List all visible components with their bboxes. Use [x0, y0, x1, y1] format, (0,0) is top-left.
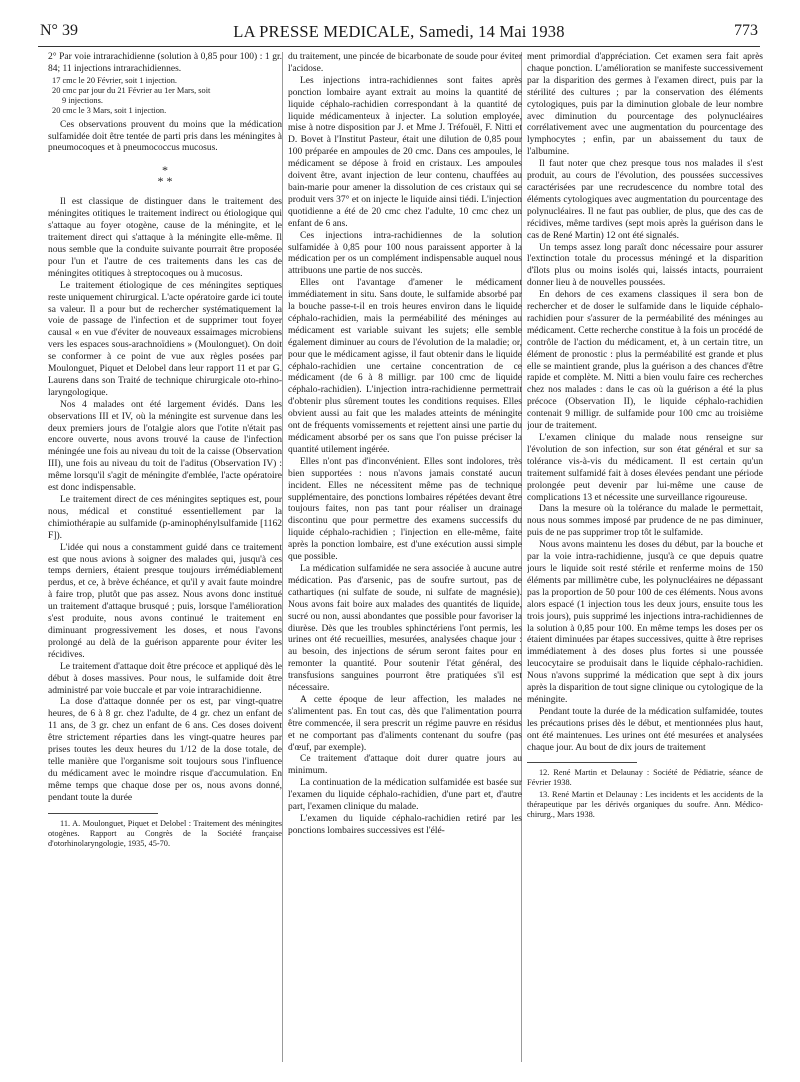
paragraph: Le traitement direct de ces méningites septiques est, pour nous, médical et constitué essentiellement par la chimiothérapie au sulfamide (p-aminophénylsulfamide [1162 F]).: [48, 495, 282, 541]
paragraph: Pendant toute la durée de la médication sulfamidée, toutes les précautions prises dès le début, et mentionnées plus haut, ont été maintenues. Les urines ont été mesurées et analysées chaque jour. Au bout de dix jours de traitement: [527, 706, 763, 753]
paragraph: Le traitement étiologique de ces méningites septiques reste uniquement chirurgical. L'acte opératoire garde ici toute sa valeur. Il a pour but de rechercher systématiquement la voie de passage de l'infection et de supprimer tout foyer causal « en vue d'éviter de nouveaux essaimages microbiens vers les espaces sous-arachnoïdiens » (Moulonguet). On doit se conformer à ce point de vue aux règles posées par Moulonguet, Piquet et Delobel dans leur rapport 11 et par G. Laurens dans son Traité de technique chirurgicale oto-rhino-laryngologique.: [48, 280, 282, 398]
paragraph: La dose d'attaque donnée per os est, par vingt-quatre heures, de 6 à 8 gr. chez l'adulte, de 4 gr. chez un enfant de 11 ans, de 3 gr. chez un enfant de 6 ans. Ces doses doivent être strictement réparties dans les vingt-quatre heures par prises toutes les deux heures du 1/12 de la dose totale, de telle manière que l'organisme soit toujours sous l'influence du médicament avec le moindre risque d'accumulation. En même temps que chaque dose per os, nous avons donné, pendant toute la durée: [48, 697, 282, 803]
footnote-rule: [527, 762, 637, 763]
paragraph: En dehors de ces examens classiques il sera bon de rechercher et de doser le sulfamide dans le liquide céphalo-rachidien pour s'assurer de la perméabilité des méninges au médicament. Cette recherche constitue à la fois un procédé de contrôle de l'action du médicament, et, à un certain titre, un élément de pronostic : plus la perméabilité est grande et plus elle se maintient grande, plus la guérison a des chances d'être rapide et complète. M. Nitti a bien voulu faire ces recherches chez nos malades : dans le cas où la guérison a été la plus précoce (Observation II), le liquide céphalo-rachidien contenait 9 milligr. de sulfamide pour 100 cmc au troisième jour de traitement.: [527, 290, 763, 432]
paragraph: L'examen clinique du malade nous renseigne sur l'évolution de son infection, sur son état général et sur sa tolérance vis-à-vis du médicament. Il est certain qu'un traitement sulfamidé fait à doses élevées pendant une période prolongée peut devenir par lui-même une cause de complications 13 et nécessite une surveillance rigoureuse.: [527, 433, 763, 503]
paragraph: Elles n'ont pas d'inconvénient. Elles sont indolores, très bien supportées : nous n'avons jamais constaté aucun incident. Elles ne nécessitent même pas de technique supplémentaire, des ponctions lombaires répétées devant être toujours faites, non pas tant pour réaliser un drainage discontinu que pour permettre des examens successifs du liquide céphalo-rachidien ; l'injection en elle-même, faite après la ponction lombaire, est d'une exécution aussi simple que possible.: [288, 456, 522, 563]
section-separator: * * *: [157, 163, 173, 189]
column-left: [48, 52, 282, 1062]
case-line: 20 cmc le 3 Mars, soit 1 injection.: [52, 106, 167, 116]
paragraph: A cette époque de leur affection, les malades ne s'alimentent pas. En tout cas, dès que l'alimentation pourra être commencée, il sera prescrit un régime pauvre en résidus et ne comportant pas d'aliments contenant du soufre (pas d'œuf, par exemple).: [288, 694, 522, 753]
case-line: 20 cmc par jour du 21 Février au 1er Mars, soit: [52, 86, 211, 96]
paragraph: 2° Par voie intrarachidienne (solution à 0,85 pour 100) : 1 gr. 84; 11 injections intrarachidiennes.: [48, 52, 282, 74]
paragraph: du traitement, une pincée de bicarbonate de soude pour éviter l'acidose.: [288, 52, 522, 74]
footnote: 13. René Martin et Delaunay : Les incidents et les accidents de la thérapeutique par les dérivés organiques du soufre. Ann. Médico-chirurg., Mars 1938.: [527, 790, 763, 820]
footnote-rule: [48, 813, 158, 814]
paragraph: ment primordial d'appréciation. Cet examen sera fait après chaque ponction. L'amélioration se manifeste successivement par la disparition des germes à l'examen direct, puis par la stérilité des cultures ; par la conservation des éléments cytologiques, puis par la diminution globale de leur nombre avec diminution du pourcentage des polynucléaires corrélativement avec une augmentation du pourcentage des lymphocytes ; enfin, par un abaissement du taux de l'albumine.: [527, 52, 763, 158]
column-middle: [288, 52, 522, 1062]
journal-title: LA PRESSE MEDICALE, Samedi, 14 Mai 1938: [233, 22, 565, 41]
paragraph: Ces injections intra-rachidiennes de la solution sulfamidée à 0,85 pour 100 nous paraissent apporter à la médication per os un complément indispensable auquel nous attribuons une partie de nos succès.: [288, 230, 522, 277]
paragraph: La continuation de la médication sulfamidée est basée sur l'examen du liquide céphalo-rachidien, d'une part et, d'autre part, l'examen clinique du malade.: [288, 778, 522, 813]
paragraph: Ces observations prouvent du moins que la médication sulfamidée doit être tentée de parti pris dans les méningites à pneumocoques et à pneumococcus mucosus.: [48, 119, 282, 154]
paragraph: La médication sulfamidée ne sera associée à aucune autre médication. Pas d'arsenic, pas de soufre surtout, pas de cathartiques (ni sulfate de soude, ni sulfate de magnésie). Nous avons fait boire aux malades des quantités de liquide, sucré ou non, aussi abondantes que possible pour favoriser la diurèse. Dès que les troubles sphinctériens l'ont permis, les urines ont été recueillies, mesurées, analysées chaque jour : au besoin, des injections de sérum seront faites pour en remonter la quantité. Pour soutenir l'état général, des transfusions sanguines pourront être pratiquées s'il est nécessaire.: [288, 563, 522, 694]
column-divider: [282, 52, 283, 1062]
paragraph: Dans la mesure où la tolérance du malade le permettait, nous nous sommes imposé par prudence de ne pas diminuer, puis de ne pas supprimer trop tôt le sulfamide.: [527, 504, 763, 539]
paragraph: Elles ont l'avantage d'amener le médicament immédiatement in situ. Sans doute, le sulfamide absorbé par la bouche passe-t-il en trois heures environ dans le liquide céphalo-rachidien, mais la perméabilité des méninges au médicament est variable suivant les sujets; elle semble également diminuer au cours de l'évolution de la maladie; or, pour que le médicament agisse, il faut obtenir dans le liquide céphalo-rachidien une certaine concentration de ce médicament (de 6 à 8 milligr. par 100 cmc de liquide céphalo-rachidien). L'injection intra-rachidienne permettrait d'obtenir plus sûrement toutes les conditions requises. Elles obvient aussi au fait que les malades atteints de méningite ont de fréquents vomissements et rejettent ainsi une partie du médicament absorbé per os sans que l'on puisse préciser la quantité utilement ingérée.: [288, 278, 522, 455]
case-line: 9 injections.: [62, 96, 103, 106]
paragraph: Nous avons maintenu les doses du début, par la bouche et par la voie intra-rachidienne, jusqu'à ce que depuis quatre jours le liquide soit resté stérile et renferme moins de 150 éléments par millimètre cube, les polynucléaires ne dépassant pas la proportion de 50 pour 100 de ces éléments. Nous avons alors espacé (1 injection tous les deux jours, ensuite tous les trois jours), puis supprimé les injections intra-rachidiennes de la solution à 0,85 pour 100. En même temps les doses per os étaient diminuées par étapes successives, quitte à être reprises immédiatement à des doses plus fortes si une poussée leucocytaire se produisait dans le liquide céphalo-rachidien. Nous n'avons supprimé la médication que sept à dix jours après la disparition de tout signe clinique ou cytologique de la méningite.: [527, 540, 763, 705]
paragraph: Un temps assez long paraît donc nécessaire pour assurer l'extinction totale du processus méningé et la disparition d'îlots plus ou moins isolés qui, laissés intacts, pourraient donner lieu à de nouvelles poussées.: [527, 242, 763, 289]
page-number: 773: [734, 22, 758, 39]
paragraph: Le traitement d'attaque doit être précoce et appliqué dès le début à doses massives. Pour nous, le sulfamide doit être administré par voie buccale et par voie intrarachidienne.: [48, 661, 282, 696]
header-rule: [38, 46, 760, 47]
paragraph: Nos 4 malades ont été largement évidés. Dans les observations III et IV, où la méningite est survenue dans les deux premiers jours de l'otalgie alors que l'otite n'était pas encore ouverte, nous avons trouvé la cause de l'infection méningée une fois au niveau du toit de la caisse (Observation III), une fois au niveau du toit de l'aditus (Observation IV) : même lorsqu'il s'agit de méningite d'emblée, l'acte opératoire est donc indispensable.: [48, 399, 282, 494]
paragraph: L'idée qui nous a constamment guidé dans ce traitement est que nous avions à soigner des malades qui, jusqu'à ces temps derniers, étaient presque toujours irrémédiablement perdus, et ce, à brève échéance, et qu'il y avait faute moindre à faire trop, plutôt que pas assez. Nous avons donc institué un traitement d'attaque brusqué ; puis, lorsque l'amélioration s'est produite, nous avons continué le traitement en diminuant progressivement les doses, et nous l'avons prolongé au delà de la guérison apparente pour éviter les récidives.: [48, 542, 282, 660]
issue-number: N° 39: [40, 22, 78, 39]
paragraph: L'examen du liquide céphalo-rachidien retiré par les ponctions lombaires successives est l'élé-: [288, 814, 522, 836]
column-right: [527, 52, 763, 1062]
footnote: 11. A. Moulonguet, Piquet et Delobel : Traitement des méningites otogènes. Rapport au Congrès de la Société française d'otorhinolaryngologie, 1935, 45-70.: [48, 818, 282, 848]
page-header: [40, 22, 758, 42]
paragraph: Il est classique de distinguer dans le traitement des méningites otitiques le traitement indirect ou étiologique qui s'attaque au foyer otogène, cause de la méningite, et le traitement direct qui s'attaque à la méningite elle-même. Il nous semble que la conduite suivante pourrait être proposée pour l'un et l'autre de ces traitements dans les cas de méningites otitiques à streptocoques ou à mucosus.: [48, 197, 282, 279]
paragraph: Ce traitement d'attaque doit durer quatre jours au minimum.: [288, 754, 522, 777]
footnote: 12. René Martin et Delaunay : Société de Pédiatrie, séance de Février 1938.: [527, 768, 763, 788]
paragraph: Les injections intra-rachidiennes sont faites après ponction lombaire ayant extrait au moins la quantité de liquide céphalo-rachidien correspondant à la quantité de liquide médicamenteux à injecter. La solution employée, mise à notre disposition par J. et Mme J. Tréfouël, F. Nitti et D. Bovet à l'Institut Pasteur, était une dilution de 0,85 pour 100 préparée en ampoules de 20 cmc. Dans ces ampoules, le médicament se dépose à froid en cristaux. Les ampoules doivent être, avant injection de leur contenu, chauffées au bain-marie pour amener la dissolution de ces cristaux qui se produit vers 37° et on injecte le liquide ainsi tiédi. L'injection quotidienne a été de 20 cmc chez l'adulte, 10 cmc chez un enfant de 6 ans.: [288, 75, 522, 229]
paragraph: Il faut noter que chez presque tous nos malades il s'est produit, au cours de l'évolution, des poussées successives caractérisées par une recrudescence du nombre total des éléments cytologiques avec augmentation du pourcentage des polynucléaires. Il ne faut pas oublier, de plus, que des cas de récidives, même tardives (sept mois après la guérison dans le cas de René Martin) 12 ont été signalés.: [527, 159, 763, 241]
case-line: 17 cmc le 20 Février, soit 1 injection.: [52, 75, 178, 85]
